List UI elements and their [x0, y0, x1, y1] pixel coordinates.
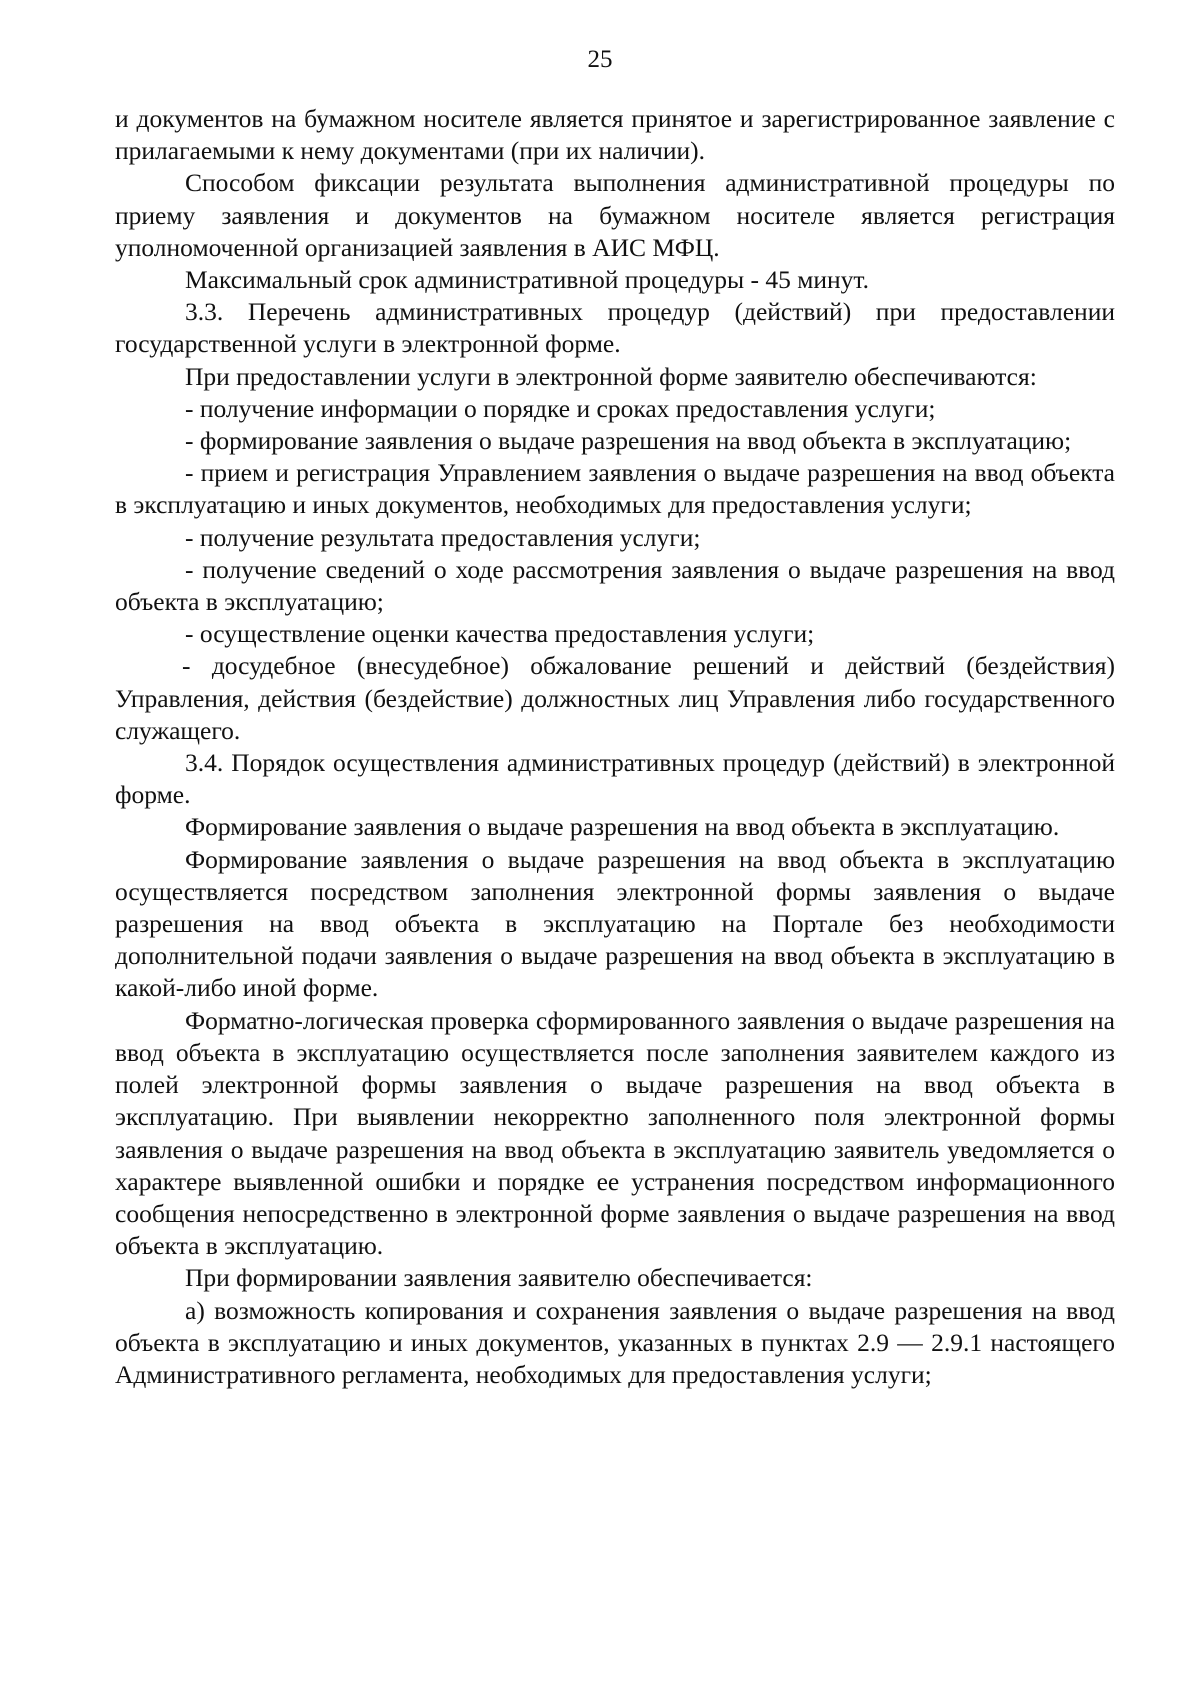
paragraph: При формировании заявления заявителю обеспечивается: [185, 1263, 813, 1293]
list-item: - получение информации о порядке и сроках предоставления услуги; [185, 393, 936, 423]
list-item: - осуществление оценки качества предоставления услуги; [185, 619, 815, 649]
paragraph: Максимальный срок административной процедуры - 45 минут. [185, 265, 870, 295]
list-item: - досудебное (внесудебное) обжалование решений и действий (бездействия) Управления, действия (бездействие) должностных лиц Управления либо государственного служащего. [115, 651, 1115, 745]
document-body [115, 103, 1115, 1391]
paragraph: Форматно-логическая проверка сформированного заявления о выдаче разрешения на ввод объекта в эксплуатацию осуществляется после заполнения заявителем каждого из полей электронной формы заявления о выдаче разрешения на ввод объекта в эксплуатацию. При выявлении некорректно заполненного поля электронной формы заявления о выдаче разрешения на ввод объекта в эксплуатацию заявитель уведомляется о характере выявленной ошибки и порядке ее устранения посредством информационного сообщения непосредственно в электронной форме заявления о выдаче разрешения на ввод объекта в эксплуатацию. [115, 1005, 1115, 1261]
list-item: - получение сведений о ходе рассмотрения заявления о выдаче разрешения на ввод объекта в эксплуатацию; [115, 554, 1115, 617]
paragraph: и документов на бумажном носителе является принятое и зарегистрированное заявление с прилагаемыми к нему документами (при их наличии). [115, 104, 1115, 166]
paragraph: Формирование заявления о выдаче разрешения на ввод объекта в эксплуатацию осуществляется посредством заполнения электронной формы заявления о выдаче разрешения на ввод объекта в эксплуатацию на Портале без необходимости дополнительной подачи заявления о выдаче разрешения на ввод объекта в эксплуатацию в какой-либо иной форме. [115, 844, 1115, 1003]
list-item: - прием и регистрация Управлением заявления о выдаче разрешения на ввод объекта в эксплуатацию и иных документов, необходимых для предоставления услуги; [115, 458, 1115, 520]
paragraph: При предоставлении услуги в электронной форме заявителю обеспечиваются: [185, 361, 1037, 391]
list-item: а) возможность копирования и сохранения заявления о выдаче разрешения на ввод объекта в эксплуатацию и иных документов, указанных в пунктах 2.9 — 2.9.1 настоящего Административного регламента, необходимых для предоставления услуги; [115, 1295, 1115, 1389]
section-heading: 3.4. Порядок осуществления административных процедур (действий) в электронной форме. [115, 748, 1115, 810]
page-number: 25 [587, 46, 613, 73]
list-item: - формирование заявления о выдаче разрешения на ввод объекта в эксплуатацию; [185, 426, 1072, 456]
list-item: - получение результата предоставления услуги; [185, 522, 701, 552]
paragraph: 3.3. Перечень административных процедур (действий) при предоставлении государственной услуги в электронной форме. [115, 297, 1115, 359]
paragraph: Формирование заявления о выдаче разрешения на ввод объекта в эксплуатацию. [185, 812, 1060, 842]
paragraph: Способом фиксации результата выполнения административной процедуры по приему заявления и документов на бумажном носителе является регистрация уполномоченной организацией заявления в АИС МФЦ. [115, 168, 1115, 262]
